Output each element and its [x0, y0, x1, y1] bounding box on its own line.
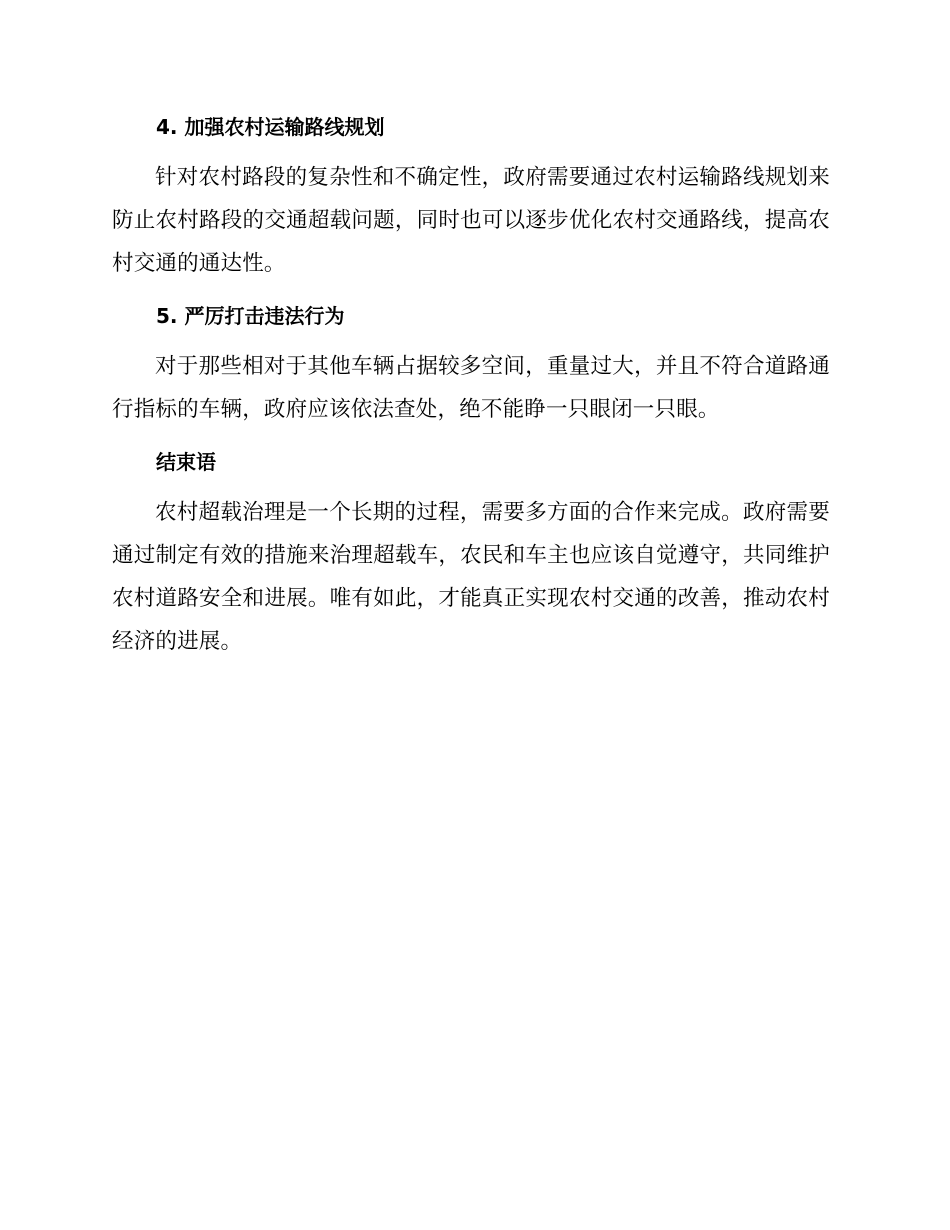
section-heading: 4. 加强农村运输路线规划 — [156, 115, 385, 139]
section-paragraph: 农村超载治理是一个长期的过程，需要多方面的合作来完成。政府需要通过制定有效的措施来治理超载车，农民和车主也应该自觉遵守，共同维护农村道路安全和进展。唯有如此，才能真正实现农村交通的改善，推动农村经济的进展。 — [112, 500, 830, 654]
section-heading: 结束语 — [156, 450, 216, 474]
section-heading: 5. 严厉打击违法行为 — [156, 304, 345, 328]
section-crackdown — [112, 301, 830, 431]
section-paragraph: 针对农村路段的复杂性和不确定性，政府需要通过农村运输路线规划来防止农村路段的交通超载问题，同时也可以逐步优化农村交通路线，提高农村交通的通达性。 — [112, 165, 830, 276]
document-page — [112, 112, 830, 679]
section-conclusion — [112, 447, 830, 663]
section-paragraph: 对于那些相对于其他车辆占据较多空间，重量过大，并且不符合道路通行指标的车辆，政府应该依法查处，绝不能睁一只眼闭一只眼。 — [112, 354, 830, 422]
section-route-planning — [112, 112, 830, 285]
